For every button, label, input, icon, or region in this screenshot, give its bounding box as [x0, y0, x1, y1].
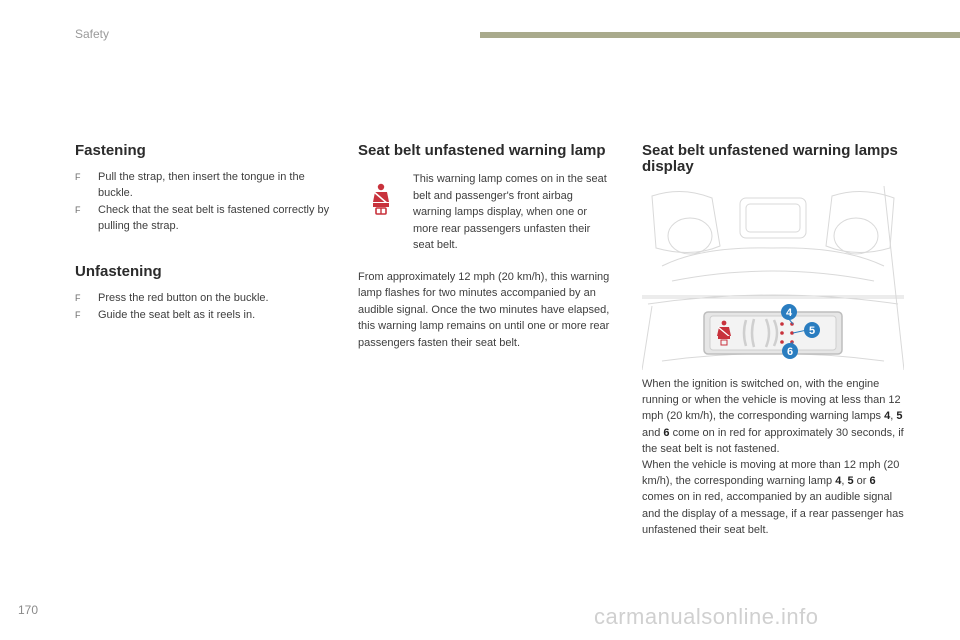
callout-6: [782, 343, 798, 359]
list-item: F Guide the seat belt as it reels in.: [75, 309, 256, 321]
lamps-display-body: [642, 376, 907, 538]
list-item: F Press the red button on the buckle.: [75, 292, 269, 304]
list-item: F Check that the seat belt is fastened correctly by pulling the strap.: [75, 204, 330, 232]
dashboard-illustration: [642, 186, 904, 370]
bullet-mark: F: [75, 172, 81, 182]
header-accent-bar: [480, 32, 960, 38]
bullet-mark: F: [75, 205, 81, 215]
seat-belt-warning-icon: [370, 183, 392, 215]
warning-lamp-body: From approximately 12 mph (20 km/h), this warning lamp flashes for two minutes accompanied by an audible signal. Once the two minutes have elapsed, this warning lamp remains on until one or more rear passengers fasten their seat belt.: [358, 271, 610, 349]
unfastening-heading: Unfastening: [75, 263, 162, 280]
page-number: 170: [18, 603, 39, 617]
bullet-mark: F: [75, 293, 81, 303]
callout-4: [781, 304, 797, 320]
section-label: Safety: [75, 27, 110, 41]
column-lamps-display: [642, 143, 907, 175]
lamp-description: This warning lamp comes on in the seat belt and passenger's front airbag warning lamps display, when one or more rear passengers unfasten their seat belt.: [413, 173, 607, 251]
column-warning-lamp: [358, 143, 610, 351]
fastening-heading: Fastening: [75, 142, 146, 159]
watermark: carmanualsonline.info: [594, 604, 819, 629]
list-item: F Pull the strap, then insert the tongue in the buckle.: [75, 171, 305, 199]
paragraph-ignition: When the ignition is switched on, with the engine running or when the vehicle is moving at less than 12 mph (20 km/h), the corresponding warning lamps 4, 5 and 6 come on in red for approximately 30 seconds, if the seat belt is not fastened.: [642, 378, 904, 455]
svg-text:6: 6: [786, 346, 794, 358]
svg-text:4: 4: [785, 307, 793, 319]
lamp-row: [358, 171, 610, 255]
warning-lamp-heading: Seat belt unfastened warning lamp: [358, 142, 606, 159]
fastening-list: [75, 169, 337, 234]
bullet-mark: F: [75, 310, 81, 320]
column-fastening: [75, 143, 337, 324]
paragraph-moving: When the vehicle is moving at more than 12 mph (20 km/h), the corresponding warning lamp 4, 5 or 6 comes on in red, accompanied by an audible signal and the display of a message, if a rear passenger has unfastened their seat belt.: [642, 459, 904, 536]
lamps-display-heading: Seat belt unfastened warning lamps display: [642, 142, 898, 175]
callout-5: [804, 322, 820, 338]
svg-text:5: 5: [808, 325, 816, 337]
unfastening-list: [75, 290, 337, 323]
